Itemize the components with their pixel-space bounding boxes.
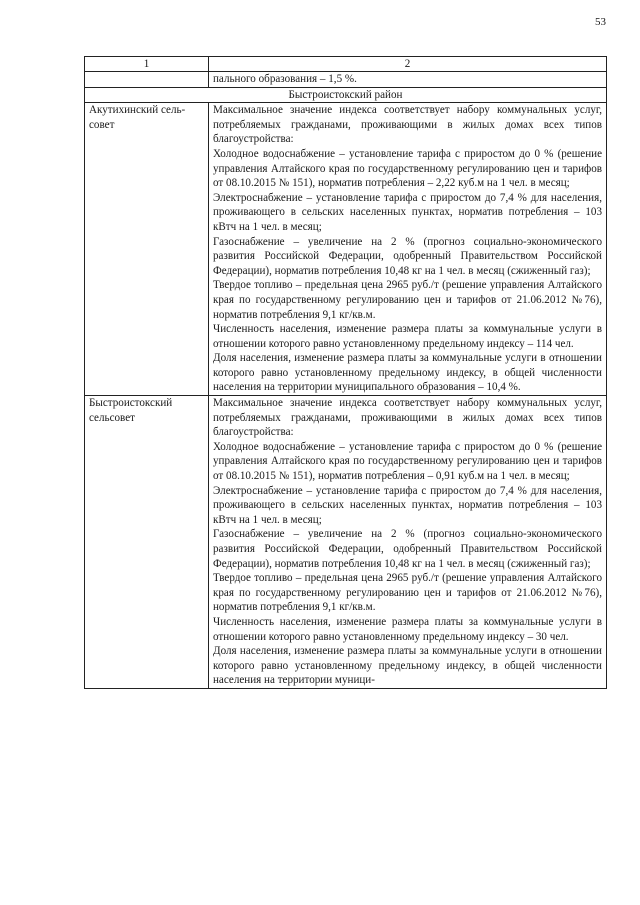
column-number-1: 1 [85, 57, 209, 72]
paragraph: Доля населения, изменение размера платы за коммунальные услуги в отношении которого равно установленному предельному индексу, в общей численности населения на территории муниципального образования – 10,4 %. [213, 352, 602, 394]
paragraph: Холодное водоснабжение – установление тарифа с приростом до 0 % (решение управления Алтайского края по государственному регулированию цен и тарифов от 08.10.2015 № 151), норматив потребления – 0,91 куб.м на 1 чел. в месяц; [213, 440, 602, 483]
paragraph: Доля населения, изменение размера платы за коммунальные услуги в отношении которого равно установленному предельному индексу, в общей численности населения на территории муници- [213, 645, 602, 687]
continuation-empty-cell [85, 72, 209, 88]
column-number-row [85, 57, 607, 72]
paragraph: Газоснабжение – увеличение на 2 % (прогноз социально-экономического развития Российской Федерации, одобренный Правительством Российской Федерации), норматив потребления 10,48 кг на 1 чел. в месяц (сжиженный газ); [213, 528, 602, 570]
paragraph: Численность населения, изменение размера платы за коммунальные услуги в отношении которого равно установленному предельному индексу – 114 чел. [213, 323, 602, 350]
paragraph: Электроснабжение – установление тарифа с приростом до 7,4 % для населения, проживающего в сельских населенных пунктах, норматив потребления – 103 кВтч на 1 чел. в месяц; [213, 484, 602, 526]
municipality-name: Акутихинский сель-совет [85, 103, 209, 396]
paragraph: Максимальное значение индекса соответствует набору коммунальных услуг, потребляемых гражданами, проживающими в жилых домах всех типов благоустройства: [213, 104, 602, 146]
table-row [85, 103, 607, 396]
section-title: Быстроистокский район [85, 87, 607, 103]
description-cell [209, 103, 607, 396]
municipality-name: Быстроистокский сельсовет [85, 396, 209, 689]
paragraph: Максимальное значение индекса соответствует набору коммунальных услуг, потребляемых гражданами, проживающими в жилых домах всех типов благоустройства: [213, 397, 602, 439]
page-number: 53 [595, 16, 606, 28]
indicators-table [84, 56, 607, 689]
section-row [85, 87, 607, 103]
table-row [85, 396, 607, 689]
paragraph: Холодное водоснабжение – установление тарифа с приростом до 0 % (решение управления Алтайского края по государственному регулированию цен и тарифов от 08.10.2015 № 151), норматив потребления – 2,22 куб.м на 1 чел. в месяц; [213, 147, 602, 190]
paragraph: Твердое топливо – предельная цена 2965 руб./т (решение управления Алтайского края по государственному регулированию цен и тарифов от 21.06.2012 №76), норматив потребления 9,1 кг/кв.м. [213, 279, 602, 321]
continuation-row [85, 72, 607, 88]
paragraph: Газоснабжение – увеличение на 2 % (прогноз социально-экономического развития Российской Федерации, одобренный Правительством Российской Федерации), норматив потребления 10,48 кг на 1 чел. в месяц (сжиженный газ); [213, 235, 602, 277]
paragraph: Численность населения, изменение размера платы за коммунальные услуги в отношении которого равно установленному предельному индексу – 30 чел. [213, 615, 602, 643]
paragraph: Электроснабжение – установление тарифа с приростом до 7,4 % для населения, проживающего в сельских населенных пунктах, норматив потребления – 103 кВтч на 1 чел. в месяц; [213, 191, 602, 233]
column-number-2: 2 [209, 57, 607, 72]
continuation-text: пального образования – 1,5 %. [209, 72, 607, 88]
paragraph: Твердое топливо – предельная цена 2965 руб./т (решение управления Алтайского края по государственному регулированию цен и тарифов от 21.06.2012 №76), норматив потребления 9,1 кг/кв.м. [213, 572, 602, 614]
description-cell [209, 396, 607, 689]
